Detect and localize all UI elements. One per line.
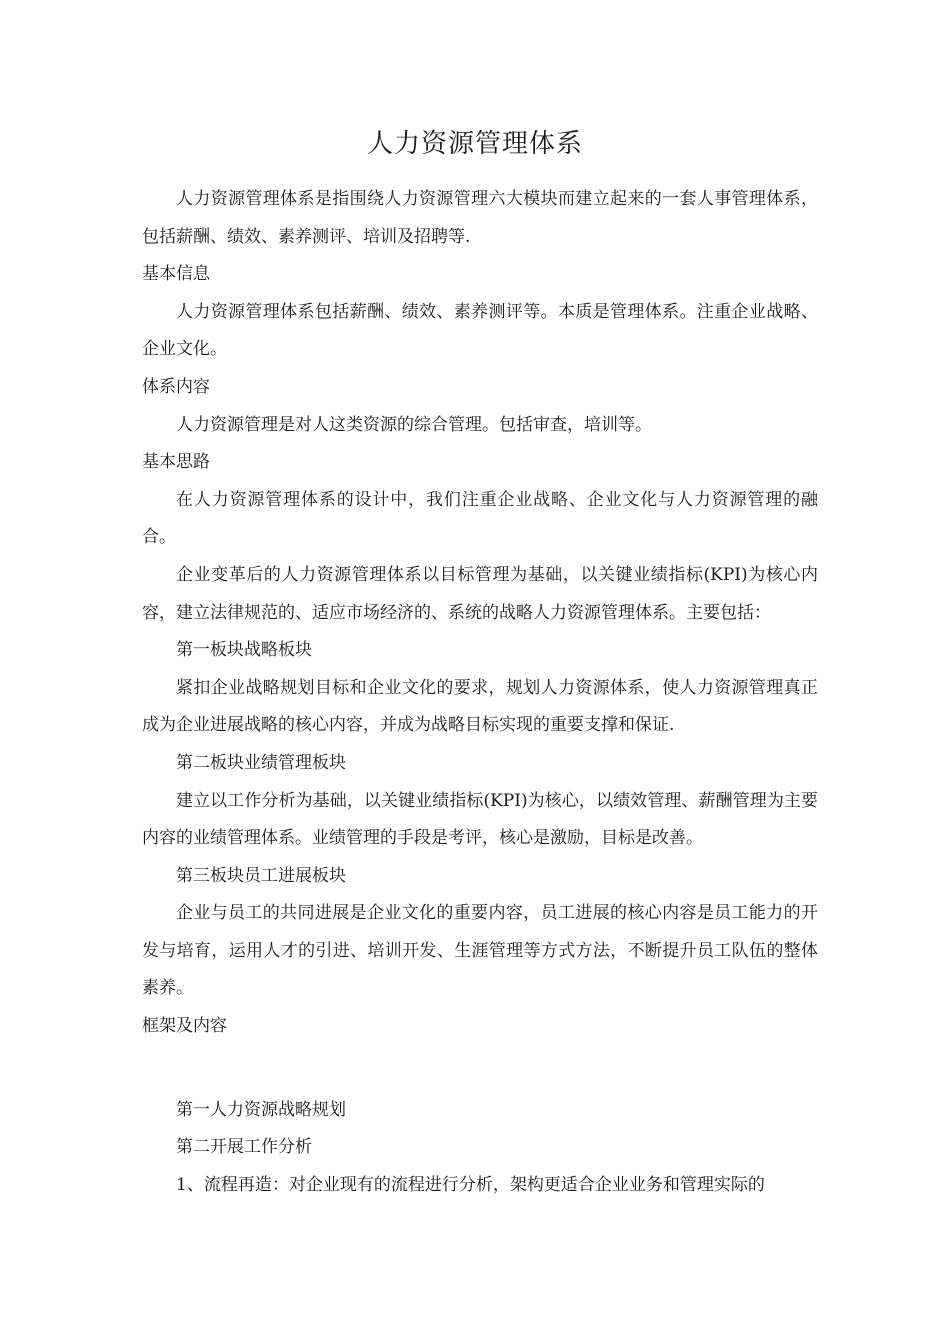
body-paragraph: 第二开展工作分析 [176,1137,312,1158]
body-paragraph: 紧扣企业战略规划目标和企业文化的要求，规划人力资源体系，使人力资源管理真正成为企业进展战略的核心内容，并成为战略目标实现的重要支撑和保证. [142,677,818,736]
body-paragraph: 人力资源管理体系包括薪酬、绩效、素养测评等。本质是管理体系。注重企业战略、企业文化。 [142,301,818,360]
body-paragraph: 人力资源管理体系是指围绕人力资源管理六大模块而建立起来的一套人事管理体系，包括薪酬、绩效、素养测评、培训及招聘等. [142,189,818,247]
body-paragraph: 企业变革后的人力资源管理体系以目标管理为基础，以关键业绩指标(KPI)为核心内容，建立法律规范的、适应市场经济的、系统的战略人力资源管理体系。主要包括： [142,564,818,623]
body-paragraph: 企业与员工的共同进展是企业文化的重要内容，员工进展的核心内容是员工能力的开发与培育，运用人才的引进、培训开发、生涯管理等方式方法，不断提升员工队伍的整体素养。 [142,903,818,999]
page-title: 人力资源管理体系 [366,129,583,159]
body-paragraph: 第一人力资源战略规划 [176,1099,346,1120]
body-paragraph: 1、流程再造：对企业现有的流程进行分析，架构更适合企业业务和管理实际的 [176,1174,765,1195]
document-body [142,181,818,1204]
body-paragraph: 第一板块战略板块 [176,640,312,661]
body-paragraph: 建立以工作分析为基础，以关键业绩指标(KPI)为核心，以绩效管理、薪酬管理为主要内容的业绩管理体系。业绩管理的手段是考评，核心是激励，目标是改善。 [142,790,818,849]
section-heading: 框架及内容 [142,1016,227,1037]
section-spacer [142,1063,818,1075]
section-heading: 基本信息 [142,264,210,285]
section-heading: 体系内容 [142,376,210,397]
section-heading: 基本思路 [142,452,210,473]
body-paragraph: 在人力资源管理体系的设计中，我们注重企业战略、企业文化与人力资源管理的融合。 [142,489,818,548]
body-paragraph: 第三板块员工进展板块 [176,865,346,886]
body-paragraph: 第二板块业绩管理板块 [176,752,346,773]
body-paragraph: 人力资源管理是对人这类资源的综合管理。包括审查，培训等。 [176,414,652,435]
